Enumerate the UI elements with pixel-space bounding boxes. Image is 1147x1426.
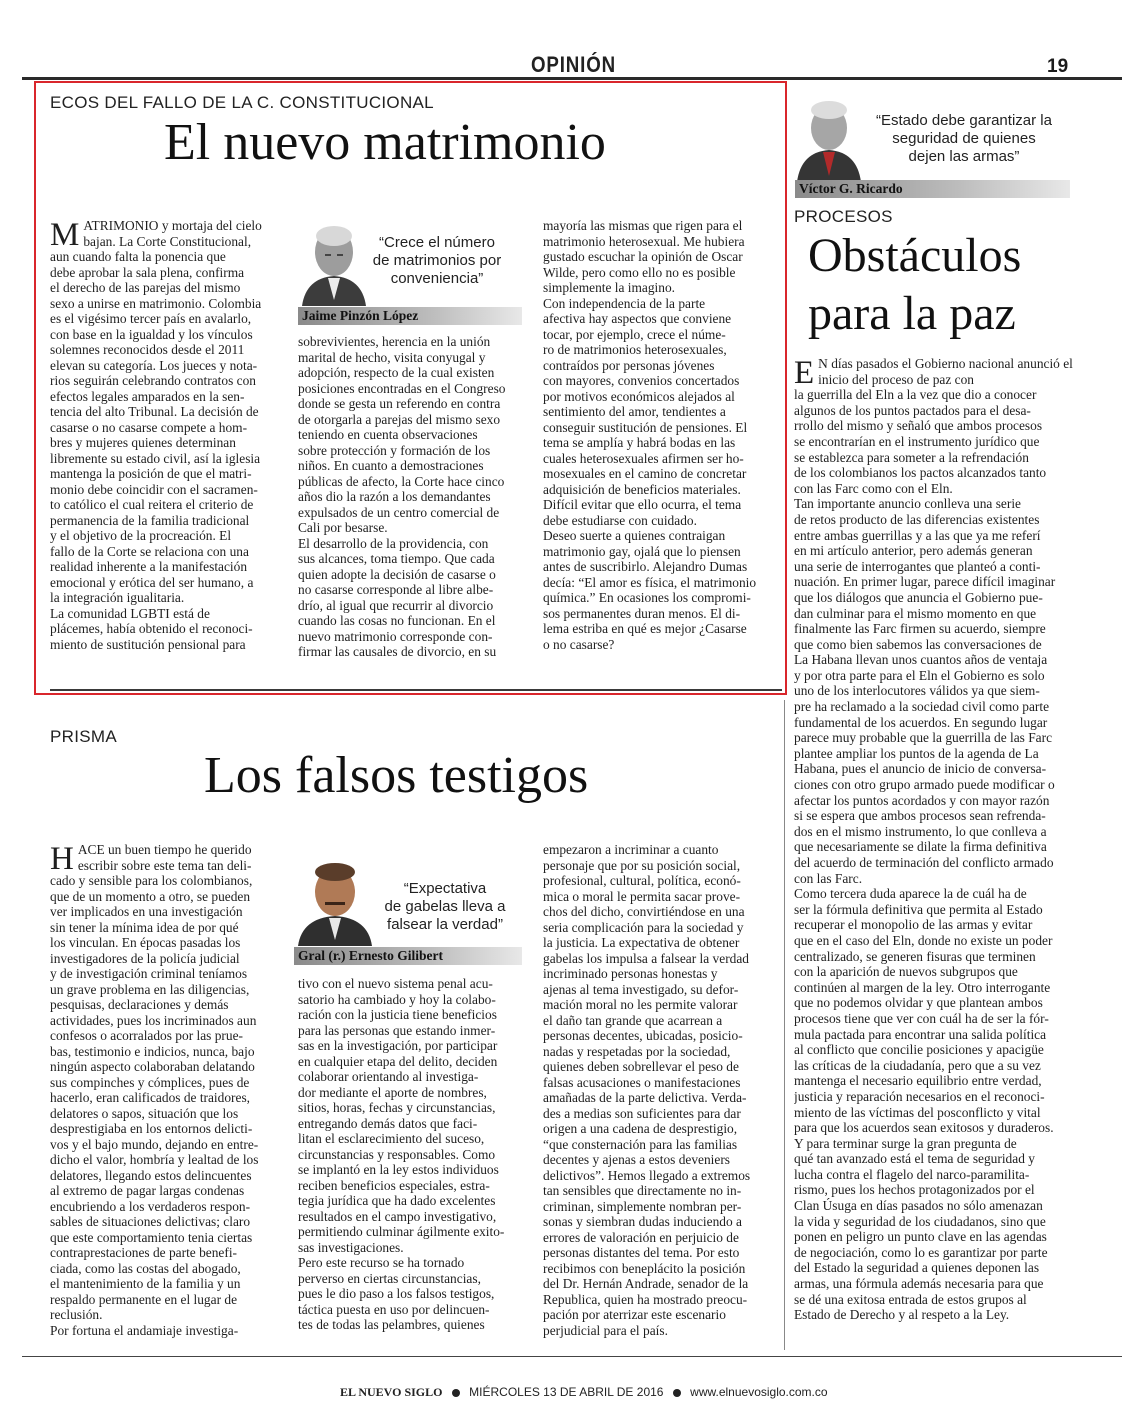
- section-title: OPINIÓN: [531, 52, 616, 77]
- article3-dropcap: E: [794, 356, 815, 391]
- footer-date: MIÉRCOLES 13 DE ABRIL DE 2016: [469, 1385, 664, 1399]
- article2-column-2: tivo con el nuevo sistema penal acu- satorio ha cambiado y hoy la colabo- ración con la justicia tiene beneficios para las personas que estando inmer- sas en la investigación, por participar en cualquier etapa del delito, deciden colaborar orientando al investiga- dor mediante el aporte de nombres, sitios, horas, fechas y circunstancias, entregando demás datos que faci- litan el esclarecimiento del suceso, circunstancias y responsables. Como se implantó en la ley estos individuos reciben beneficios especiales, estra- tegia jurídica que ha dado excelentes resultados en el campo investigativo, permitiendo culminar ágilmente exito- sas investigaciones. Pero este recurso se ha tornado perverso en ciertas circunstancias, pues le dio paso a los falsos testigos, táctica puesta en uso por delincuen- tes de todas las pelambres, quienes: [298, 976, 505, 1332]
- page-number: 19: [1047, 56, 1069, 77]
- portrait-photo-icon: [298, 214, 370, 306]
- article3-pull-quote: “Estado debe garantizar la seguridad de quienes dejen las armas”: [876, 112, 1052, 165]
- article3-title-line1: Obstáculos: [808, 229, 1022, 282]
- author-portrait-pinzon: [298, 214, 370, 306]
- column-divider: [784, 700, 785, 1350]
- article1-kicker: ECOS DEL FALLO DE LA C. CONSTITUCIONAL: [50, 93, 434, 112]
- article2-title: Los falsos testigos: [204, 747, 589, 804]
- article2-pull-quote: “Expectativa de gabelas lleva a falsear la verdad”: [384, 880, 506, 933]
- article2-author-caption: Gral (r.) Ernesto Gilibert: [294, 947, 522, 965]
- footer-website[interactable]: www.elnuevosiglo.com.co: [690, 1385, 828, 1399]
- portrait-photo-icon: [795, 92, 863, 182]
- author-portrait-ricardo: [795, 92, 863, 182]
- bullet-icon: [673, 1389, 681, 1397]
- article3-body: [794, 356, 1078, 1352]
- article2-column-3: empezaron a incriminar a cuanto personaje que por su posición social, profesional, cultural, política, econó- mica o moral le permita sacar prove- chos del dicho, convirtiéndose en una seria complicación para la sociedad y la justicia. La expectativa de obtener gabelas los impulsa a falsear la verdad incriminado personas honestas y ajenas al tema investigado, su defor- mación moral no les permite valorar el daño tan grande que acarrean a personas decentes, ubicadas, posicio- nadas y respetadas por la sociedad, quienes deben sobrellevar el peso de falsas acusaciones o manifestaciones amañadas de la parte delictiva. Verda- des a medias son suficientes para dar origen a una cadena de desprestigio, “que consternación para las familias decentes y ajenas a estos deveniers delictivos”. Hemos llegado a extremos tan sensibles que directamente no in- criminan, simplemente nombran per- sonas y siembran dudas induciendo a errores de valoración en perjuicio de personas distantes del tema. Por esto recibimos con beneplácito la posición del Dr. Hernán Andrade, senador de la Republica, quien ha mostrado preocu- pación por aterrizar este escenario perjudicial para el país.: [543, 842, 751, 1338]
- article3-author-caption: Víctor G. Ricardo: [795, 180, 1070, 198]
- article1-col1-text: ATRIMONIO y mortaja del cielo bajan. La Corte Constitucional, aun cuando falta la ponencia que debe aprobar la sala plena, confirma el derecho de las parejas del mismo sexo a unirse en matrimonio. Colombia es el vigésimo tercer país en avalarlo, con base en la igualdad y los vínculos solemnes reconocidos desde el 2011 elevan su categoría. Los jueces y nota- rios seguirán celebrando contratos con efectos legales amparados en la sen- tencia del alto Tribunal. La decisión de casarse o no casarse compete a hom- bres y mujeres quienes determinan libremente su estado civil, así la iglesia mantenga la posición de que el matri- monio debe coincidir con el sacramen- to católico el cual reitera el criterio de permanencia de la familia tradicional y el objetivo de la procreación. El fallo de la Corte se relaciona con una realidad inherente a la manifestación emocional y erótica del ser humano, a la integración igualitaria. La comunidad LGBTI está de plácemes, había obtenido el reconoci- miento de sustitución pensional para: [50, 218, 262, 652]
- article1-column-3: mayoría las mismas que rigen para el matrimonio heterosexual. Me hubiera gustado escuchar la opinión de Oscar Wilde, pero como ello no es posible simplemente la imagino. Con independencia de la parte afectiva hay aspectos que conviene tocar, por ejemplo, crece el núme- ro de matrimonios heterosexuales, contraídos por personas jóvenes con mayores, convenios concertados por motivos económicos alejados al sentimiento del amor, tendientes a conseguir sustitución de pensiones. El tema se amplía y habrá bodas en las cuales heterosexuales afirmen ser ho- mosexuales en el camino de concretar adquisición de beneficios materiales. Difícil evitar que ello ocurra, el tema debe estudiarse con cuidado. Deseo suerte a quienes contraigan matrimonio gay, ojalá que lo piensen antes de suscribirlo. Alejandro Dumas decía: “El amor es física, el matrimonio química.” En ocasiones los compromi- sos permanentes duran menos. El di- lema estriba en qué es mejor ¿Casarse o no casarse?: [543, 218, 757, 652]
- article-separator: [50, 689, 782, 691]
- article2-column-1: [50, 842, 276, 1348]
- article1-title: El nuevo matrimonio: [164, 114, 606, 171]
- article1-author-caption: Jaime Pinzón López: [298, 307, 522, 325]
- footer: [340, 1385, 828, 1400]
- article2-kicker: PRISMA: [50, 727, 117, 746]
- article3-kicker: PROCESOS: [794, 207, 893, 226]
- article2-dropcap: H: [50, 842, 74, 877]
- article1-column-2: sobrevivientes, herencia en la unión marital de hecho, visita conyugal y adopción, respecto de la cual existen posiciones encontradas en el Congreso donde se gesta un referendo en contra de otorgarla a parejas del mismo sexo teniendo en cuenta observaciones sobre protección y formación de los niños. En cuanto a demostraciones públicas de afecto, la Corte hace cinco años dio la razón a los demandantes expulsados de un centro comercial de Cali por besarse. El desarrollo de la providencia, con sus alcances, toma tiempo. Que cada quien adopte la decisión de casarse o no casarse corresponde al libre albe- drío, al igual que recurrir al divorcio cuando las cosas no funcionan. En el nuevo matrimonio corresponde con- firmar las causales de divorcio, en su: [298, 334, 506, 659]
- article2-col1-text: ACE un buen tiempo he querido escribir sobre este tema tan deli- cado y sensible para los colombianos, que de un momento a otro, se pueden ver implicados en una investigación sin tener la mínima idea de por qué los vinculan. En épocas pasadas los investigadores de la policía judicial y de investigación criminal teníamos un grave problema en las diligencias, pesquisas, declaraciones y demás actividades, pues los incriminados aun confesos o acorralados por las prue- bas, testimonio e indicios, nunca, bajo ningún aspecto colaboraban delatando sus compinches y cómplices, pues de hacerlo, eran calificados de traidores, delatores o sapos, situación que los desprestigiaba en los entornos delicti- vos y el bajo mundo, dejando en entre- dicho el valor, hombría y lealtad de los delatores, llegando estos delincuentes al extremo de pagar largas condenas encubriendo a los verdaderos respon- sables de situaciones delictivas; claro que este comportamiento tenia ciertas contraprestaciones de parte benefi- ciada, como las costas del abogado, el mantenimiento de la familia y un respaldo permanente en el lugar de reclusión. Por fortuna el andamiaje investiga-: [50, 842, 259, 1338]
- article1-pull-quote: “Crece el número de matrimonios por conveniencia”: [372, 234, 502, 287]
- footer-brand: EL NUEVO SIGLO: [340, 1385, 443, 1399]
- footer-rule: [22, 1356, 1122, 1357]
- bullet-icon: [452, 1389, 460, 1397]
- author-portrait-gilibert: [294, 856, 376, 946]
- header-rule: [22, 77, 1122, 80]
- article1-dropcap: M: [50, 218, 80, 253]
- article1-column-1: [50, 218, 276, 668]
- article3-title-line2: para la paz: [808, 287, 1016, 340]
- portrait-photo-icon: [294, 856, 376, 946]
- article3-body-text: N días pasados el Gobierno nacional anunció el inicio del proceso de paz con la guerrilla del Eln a la vez que dio a conocer algunos de los puntos pactados para el desa- rrollo del mismo y señaló que ambos procesos se encontrarían en el instrumento jurídico que se establezca para someter a la refrendación de los colombianos los pactos alcanzados tanto con las Farc como con el Eln. Tan importante anuncio conlleva una serie de retos producto de las diferencias existentes entre ambas guerrillas y a las que ya me referí en mi artículo anterior, pero además generan una serie de interrogantes que planteó a conti- nuación. En primer lugar, parece difícil imaginar que los diálogos que anuncia el Gobierno pue- dan culminar para el mismo momento en que finalmente las Farc firmen su acuerdo, siempre que como bien sabemos las conversaciones de La Habana llevan unos cuantos años de ventaja y por otra parte para el Eln el Gobierno es solo uno de los interlocutores válidos ya que siem- pre ha reclamado a la sociedad civil como parte fundamental de los acuerdos. En segundo lugar parece muy probable que la guerrilla de las Farc plantee ampliar los puntos de la agenda de La Habana, pues el anuncio de inicio de conversa- ciones con otro grupo armado puede modificar o afectar los puntos acordados y con mayor razón si se espera que ambos procesos sean refrenda- dos en el mismo instrumento, lo que conlleva a que necesariamente se dilate la firma definitiva del acuerdo de terminación del conflicto armado con las Farc. Como tercera duda aparece la de cuál ha de ser la fórmula definitiva que permita al Estado recuperar el monopolio de las armas y evitar que en el caso del Eln, donde no existe un poder centralizado, se generen fisuras que terminen con la aparición de nuevos subgrupos que continúen al margen de la ley. Otro interrogante que no podemos olvidar y que plantean ambos procesos tiene que ver con cuál ha de ser la fór- mula pactada para encontrar una salida política al conflicto que concilie posiciones y apacigüe las críticas de la ciudadanía, pero que a su vez mantenga el necesario equilibrio entre verdad, justicia y reparación necesarios en el reconoci- miento de las víctimas del posconflicto y vital para que los acuerdos sean exitosos y duraderos. Y para terminar surge la gran pregunta de qué tan avanzado está el tema de seguridad y lucha contra el flagelo del narco-paramilita- rismo, pues los hechos protagonizados por el Clan Úsuga en días pasados no sólo amenazan la vida y seguridad de los ciudadanos, sino que ponen en peligro un punto clave en las agendas de negociación, como lo es garantizar por parte del Estado la seguridad a quienes deponen las armas, una fórmula además necesaria para que se dé una exitosa entrada de estos grupos al Estado de Derecho y al respeto a la Ley.: [794, 356, 1073, 1323]
